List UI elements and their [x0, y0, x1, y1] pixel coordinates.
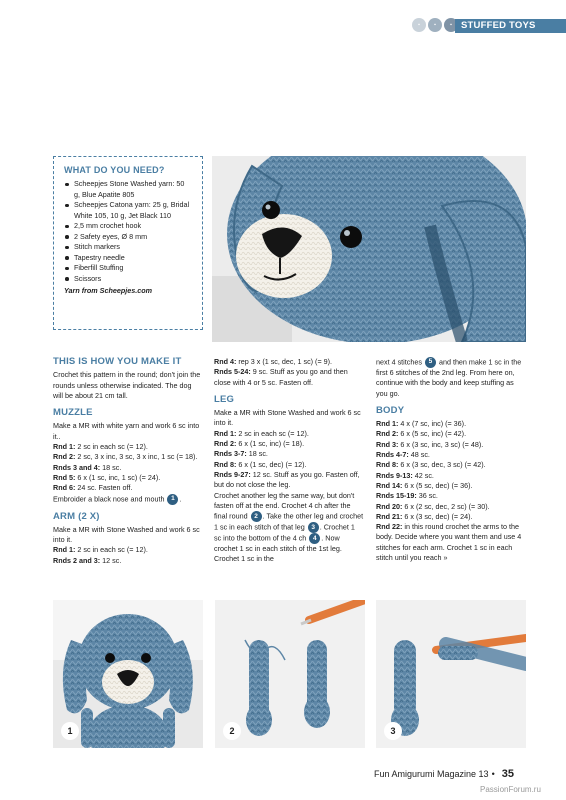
row-label: Rnd 8:: [376, 460, 399, 470]
row-text: and then make 1 sc in the first 6 stitches of the 2nd leg. From here on, continue with the body and keep stuffing as you go.: [376, 357, 522, 398]
list-item: Scissors: [64, 274, 192, 285]
row-text: 6 x (3 sc, dec, 3 sc) (= 42).: [398, 460, 486, 470]
pattern-row: [53, 483, 203, 493]
pattern-row: [214, 470, 364, 491]
row-label: Rnds 3-7:: [214, 449, 247, 459]
instructions-column-1: [53, 357, 203, 566]
pattern-row: [53, 545, 203, 555]
row-text: 42 sc.: [412, 470, 434, 480]
row-text: 2 sc in each sc (= 12).: [75, 442, 148, 452]
row-text: 6 x (1 sc, inc, 1 sc) (= 24).: [75, 472, 161, 482]
pattern-row: [376, 512, 526, 522]
row-text: 6 x (2 sc, dec, 2 sc) (= 30).: [402, 501, 490, 511]
step-badge: 3: [308, 522, 319, 533]
pattern-row: [214, 449, 364, 459]
row-text: 2 sc in each sc (= 12).: [75, 545, 148, 555]
list-item: 2,5 mm crochet hook: [64, 221, 192, 232]
row-label: Rnds 15-19:: [376, 491, 417, 501]
section-heading-muzzle: MUZZLE: [53, 407, 93, 419]
row-label: Rnds 2 and 3:: [53, 555, 101, 565]
row-label: Rnd 20:: [376, 501, 403, 511]
step-badge: 2: [251, 511, 262, 522]
photo-number: 2: [223, 722, 241, 740]
row-text: . Crochet 1 sc into the bottom of the 4 ch: [214, 522, 355, 543]
pattern-row: [376, 460, 526, 470]
row-text: 6 x (3 sc, inc, 3 sc) (= 48).: [398, 439, 484, 449]
row-text: 18 sc.: [100, 462, 122, 472]
pattern-row: [214, 439, 364, 449]
row-text: 18 sc.: [246, 449, 268, 459]
row-text: 12 sc. Stuff as you go. Fasten off, but do not close the leg.: [214, 469, 360, 490]
pattern-row: [53, 442, 203, 452]
row-label: Rnd 2:: [376, 429, 399, 439]
row-label: Rnd 1:: [214, 428, 237, 438]
pattern-row: [376, 502, 526, 512]
section-dot: ▪: [428, 18, 442, 32]
row-text: Embroider a black nose and mouth: [53, 493, 165, 503]
row-text: . Take the other leg and crochet 1 sc in each stitch of that leg: [214, 511, 364, 532]
row-text: 36 sc.: [416, 491, 438, 501]
row-text: 6 x (1 sc, inc) (= 18).: [236, 439, 305, 449]
step-badge: 5: [425, 357, 436, 368]
materials-title: WHAT DO YOU NEED?: [64, 165, 165, 175]
row-text: rep 3 x (1 sc, dec, 1 sc) (= 9).: [236, 357, 333, 366]
row-label: Rnd 6:: [53, 483, 76, 493]
section-dots: [412, 18, 458, 32]
row-label: Rnds 3 and 4:: [53, 462, 101, 472]
row-label: Rnds 4-7:: [376, 450, 409, 460]
step-photo-1: [53, 600, 203, 748]
hero-photo: [212, 156, 526, 342]
row-text: 48 sc.: [408, 450, 430, 460]
row-text: next 4 stitches: [376, 357, 422, 367]
pattern-row: [376, 419, 526, 429]
list-item: Tapestry needle: [64, 253, 192, 264]
row-label: Rnd 22:: [376, 522, 403, 532]
row-label: Rnds 9-27:: [214, 469, 251, 479]
pattern-row: [376, 440, 526, 450]
magazine-title: Fun Amigurumi Magazine 13: [374, 769, 489, 779]
row-text: 12 sc.: [100, 555, 122, 565]
pattern-row: [53, 473, 203, 483]
pattern-row: [376, 450, 526, 460]
row-label: Rnd 8:: [214, 459, 237, 469]
section-dot: ▪: [444, 18, 458, 32]
row-label: Rnd 3:: [376, 439, 399, 449]
intro-text: Crochet this pattern in the round; don't join the rounds unless otherwise indicated. The dog will be about 21 cm tall.: [53, 370, 201, 400]
materials-list: [64, 179, 192, 284]
row-label: Rnds 9-13:: [376, 470, 413, 480]
list-item: Fiberfill Stuffing: [64, 263, 192, 274]
row-label: Rnd 2:: [53, 452, 76, 462]
pattern-row: [214, 367, 364, 388]
photo-number: 3: [384, 722, 402, 740]
row-label: Rnd 1:: [53, 442, 76, 452]
row-label: Rnd 4:: [214, 357, 237, 366]
photo-number: 1: [61, 722, 79, 740]
row-label: Rnd 14:: [376, 480, 403, 490]
watermark: PassionForum.ru: [480, 785, 541, 794]
step-photo-2: [215, 600, 365, 748]
pattern-row: [53, 556, 203, 566]
row-text: 6 x (1 sc, dec) (= 12).: [236, 459, 307, 469]
section-heading-how-to: THIS IS HOW YOU MAKE IT: [53, 356, 182, 367]
list-item: Stitch markers: [64, 242, 192, 253]
list-item: Scheepjes Stone Washed yarn: 50 g, Blue Apatite 805: [64, 179, 192, 200]
pattern-row: [376, 522, 526, 563]
leg-assembly-text: [214, 491, 364, 565]
footer-bullet: •: [491, 769, 495, 779]
row-label: Rnd 1:: [53, 545, 76, 555]
leg-intro: Make a MR with Stone Washed and work 6 sc into it.: [214, 408, 361, 428]
list-item: Scheepjes Catona yarn: 25 g, Bridal White 105, 10 g, Jet Black 110: [64, 200, 192, 221]
row-text: 2 sc in each sc (= 12).: [236, 428, 309, 438]
row-text: 6 x (3 sc, dec) (= 24).: [402, 511, 473, 521]
pattern-row: [376, 429, 526, 439]
row-text: 6 x (5 sc, inc) (= 42).: [398, 429, 467, 439]
row-text: . Now crochet 1 sc in each stitch of the 1st leg. Crochet 1 sc in the: [214, 533, 342, 564]
yarn-credit: Yarn from Scheepjes.com: [64, 286, 153, 295]
list-item: 2 Safety eyes, Ø 8 mm: [64, 232, 192, 243]
row-text: 9 sc. Stuff as you go and then close with 4 or 5 sc. Fasten off.: [214, 367, 348, 387]
step-photo-3: [376, 600, 526, 748]
section-heading-body: BODY: [376, 404, 405, 416]
pattern-row: [376, 481, 526, 491]
pattern-row: [53, 452, 203, 462]
dog-head-illustration: [212, 156, 526, 342]
row-text: Crochet another leg the same way, but don't fasten off at the end. Crochet 4 ch after the final round: [214, 490, 355, 521]
row-label: Rnd 2:: [214, 439, 237, 449]
row-text: 24 sc. Fasten off.: [75, 483, 133, 493]
pattern-row: [214, 460, 364, 470]
muzzle-intro: Make a MR with white yarn and work 6 sc into it..: [53, 421, 200, 441]
page-footer: [374, 768, 514, 780]
pattern-row: [376, 491, 526, 501]
instructions-column-2: [214, 357, 364, 565]
row-text: 4 x (7 sc, inc) (= 36).: [398, 419, 467, 429]
section-heading-arm: ARM (2 X): [53, 510, 100, 522]
row-label: Rnd 1:: [376, 419, 399, 429]
section-dot: ▪: [412, 18, 426, 32]
pattern-row: [214, 357, 364, 367]
arm-intro: Make a MR with Stone Washed and work 6 sc into it.: [53, 524, 200, 545]
row-text: in this round crochet the arms to the body. Decide where you want them and use 4 stitches for each arm. Crochet 1 sc in each stitch until you reach »: [376, 522, 522, 563]
materials-box: [53, 156, 203, 330]
row-text: 6 x (5 sc, dec) (= 36).: [402, 480, 473, 490]
page-number: 35: [501, 768, 514, 780]
row-label: Rnd 5:: [53, 472, 76, 482]
step-badge: 1: [167, 494, 178, 505]
row-label: Rnds 5-24:: [214, 367, 251, 377]
section-heading-leg: LEG: [214, 393, 235, 405]
pattern-row: [53, 463, 203, 473]
pattern-row: Embroider a black nose and mouth 1 .: [53, 493, 182, 503]
pattern-row: [376, 471, 526, 481]
row-label: Rnd 21:: [376, 511, 403, 521]
section-label: STUFFED TOYS: [455, 19, 566, 33]
instructions-column-3: [376, 357, 526, 563]
pattern-row: [214, 429, 364, 439]
step-badge: 4: [309, 533, 320, 544]
leg-assembly-continued: [376, 357, 526, 399]
row-text: 2 sc, 3 x inc, 3 sc, 3 x inc, 1 sc (= 18).: [75, 452, 198, 462]
